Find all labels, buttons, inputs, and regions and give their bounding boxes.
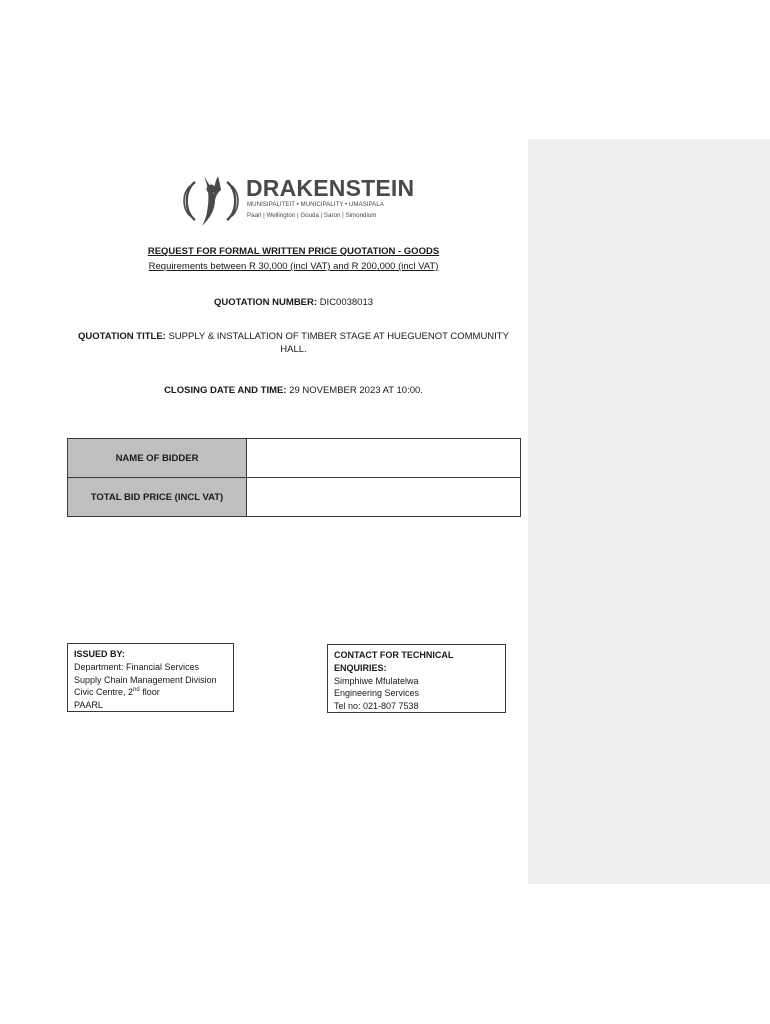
- closing-date-label: CLOSING DATE AND TIME:: [164, 385, 287, 396]
- technical-contact-box: [327, 644, 506, 713]
- bid-price-label: TOTAL BID PRICE (INCL VAT): [68, 478, 247, 517]
- contact-tel: Tel no: 021-807 7538: [334, 701, 419, 712]
- drakenstein-logo: [180, 172, 415, 230]
- document-heading: REQUEST FOR FORMAL WRITTEN PRICE QUOTATION - GOODS: [147, 246, 440, 257]
- contact-department: Engineering Services: [334, 688, 420, 699]
- issued-by-division: Supply Chain Management Division: [74, 674, 217, 685]
- logo-wordmark: DRAKENSTEIN: [246, 175, 415, 201]
- logo-emblem-icon: [180, 172, 242, 230]
- contact-name: Simphiwe Mfulatelwa: [334, 675, 419, 686]
- issued-by-town: PAARL: [74, 700, 103, 711]
- logo-subtitle: MUNISIPALITEIT • MUNICIPALITY • UMASIPALA: [247, 201, 384, 208]
- issued-by-location: [74, 686, 227, 699]
- quotation-number-value: DIC0038013: [319, 297, 374, 308]
- contact-title: CONTACT FOR TECHNICAL ENQUIRIES:: [334, 650, 454, 673]
- document-subheading: Requirements between R 30,000 (incl VAT) and R 200,000 (incl VAT): [148, 261, 439, 272]
- issued-by-location-sup: nd: [133, 687, 140, 694]
- issued-by-location-suffix: floor: [139, 687, 160, 698]
- logo-towns: Paarl | Wellington | Gouda | Saron | Simondium: [247, 212, 377, 219]
- quotation-number-label: QUOTATION NUMBER:: [213, 297, 318, 308]
- table-row: [68, 478, 521, 517]
- issued-by-title: ISSUED BY:: [74, 649, 125, 659]
- quotation-title-label: QUOTATION TITLE:: [78, 331, 166, 342]
- bidder-name-label: NAME OF BIDDER: [68, 439, 247, 478]
- issued-by-department: Department: Financial Services: [74, 661, 200, 672]
- closing-date-value: 29 NOVEMBER 2023 AT 10:00.: [289, 385, 423, 396]
- quotation-title: [67, 330, 520, 356]
- bid-table: [67, 438, 521, 517]
- bidder-name-field[interactable]: [247, 439, 521, 478]
- issued-by-location-prefix: Civic Centre, 2: [74, 687, 134, 698]
- quotation-number: [67, 296, 520, 309]
- quotation-title-value: SUPPLY & INSTALLATION OF TIMBER STAGE AT HUEGUENOT COMMUNITY HALL.: [168, 331, 509, 355]
- issued-by-box: [67, 643, 234, 712]
- closing-date: [67, 384, 520, 397]
- comment-pane: [528, 139, 770, 884]
- bid-price-field[interactable]: [247, 478, 521, 517]
- table-row: [68, 439, 521, 478]
